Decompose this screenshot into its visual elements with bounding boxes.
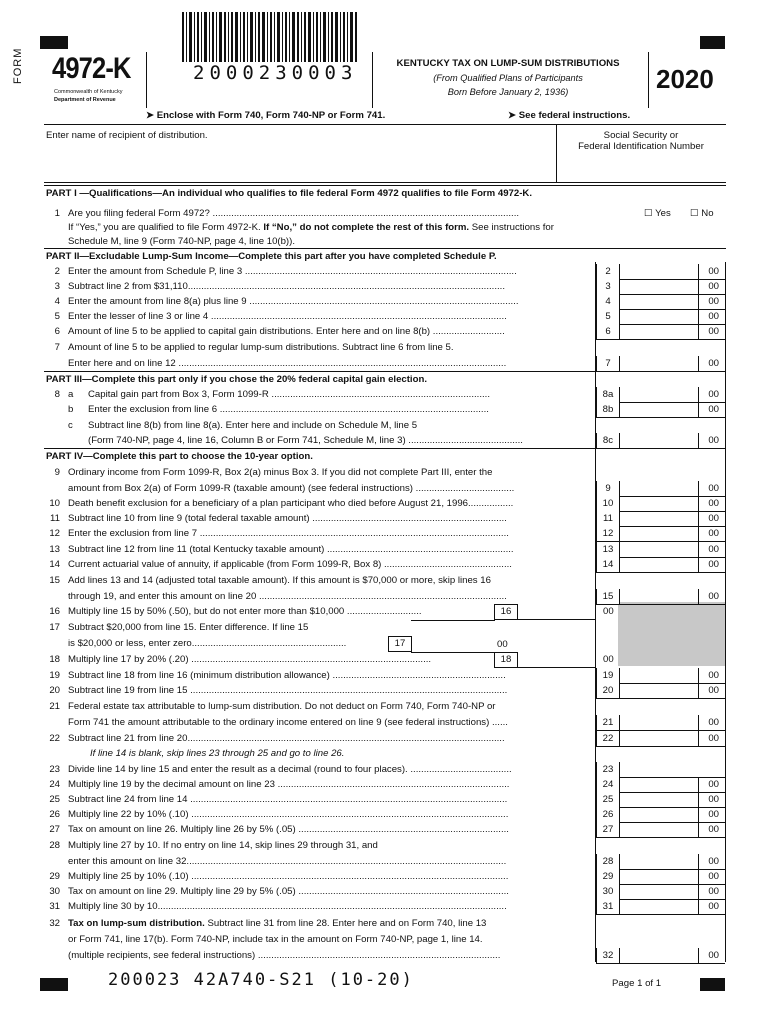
cents-divider [698,807,699,822]
page-number: Page 1 of 1 [612,978,662,989]
line-amount-field[interactable] [618,511,725,527]
line-cents: 00 [708,544,719,555]
line-cents: 00 [708,950,719,961]
line-amount-field[interactable] [618,899,725,915]
line-cents: 00 [708,326,719,337]
form-title: KENTUCKY TAX ON LUMP-SUM DISTRIBUTIONS [396,58,620,69]
line-text: Tax on amount on line 26. Multiply line 26 by 5% (.05) ............................................................................... [68,824,509,835]
cents-divider [698,309,699,324]
line-ref-box: 27 [596,822,620,838]
line-cents: 00 [708,733,719,744]
line-cents: 00 [708,404,719,415]
cents-divider [698,731,699,746]
line-number: 27 [49,824,60,835]
form-number: 4972-K [52,52,131,85]
line-cents: 00 [708,685,719,696]
line-text: Multiply line 19 by the decimal amount on line 23 ....................................................................................... [68,779,510,790]
line-ref-box: 30 [596,884,620,900]
line-text: PART I —Qualifications—An individual who qualifies to file federal Form 4972 qualifies to file Form 4972-K. [46,188,532,199]
line-text: (multiple recipients, see federal instructions) ........................................................................................... [68,950,501,961]
corner-mark-top-left [40,36,68,49]
line-text: Subtract line 8(b) from line 8(a). Enter here and include on Schedule M, line 5 [88,420,418,431]
line-number: 9 [54,467,60,478]
part-divider-rule [44,448,726,449]
line-cents: 00 [708,281,719,292]
cents-divider [698,948,699,963]
line-text: Multiply line 27 by 10. If no entry on line 14, skip lines 29 through 31, and [68,840,378,851]
line-ref-box: 8c [596,433,620,449]
line-16-ref: 16 [500,606,512,617]
line-amount-field[interactable] [618,683,725,699]
line-amount-field[interactable] [618,884,725,900]
line-text: Multiply line 15 by 50% (.50), but do not enter more than $10,000 ............................ [68,606,422,617]
line-ref-box: 32 [596,948,620,964]
line-cents: 00 [708,528,719,539]
part-divider-rule [44,185,726,186]
line-cents: 00 [708,311,719,322]
line-text: Subtract line 18 from line 16 (minimum distribution allowance) ................................................................. [68,670,506,681]
line-amount-field[interactable] [618,731,725,747]
line-ref-box: 11 [596,511,620,527]
line-ref-box: 22 [596,731,620,747]
line-text: Tax on lump-sum distribution. Subtract line 31 from line 28. Enter here and on Form 740, line 13 [68,918,487,929]
line-number: 15 [49,575,60,586]
cents-divider [698,899,699,914]
line-text: Subtract line 10 from line 9 (total federal taxable amount) ......................................................................... [68,513,507,524]
line-17-cents: 00 [497,639,508,650]
line-ref-box: 8a [596,387,620,403]
line-cents: 00 [708,591,719,602]
line-cents: 00 [708,483,719,494]
line-number: 19 [49,670,60,681]
line-text: Ordinary income from Form 1099-R, Box 2(a) minus Box 3. If you did not complete Part III, enter the [68,467,493,478]
recipient-bottom-rule [44,182,726,183]
form-subtitle-2: Born Before January 2, 1936) [447,87,569,97]
line-cents: 00 [708,886,719,897]
line-number: 7 [54,342,60,353]
line-amount-field[interactable] [618,822,725,838]
line-text: Enter the amount from line 8(a) plus line 9 ..................................................................................................... [68,296,519,307]
line-number: 2 [54,266,60,277]
line-amount-field[interactable] [618,762,725,778]
line-amount-field[interactable] [618,279,725,295]
line-text: Multiply line 17 by 20% (.20) .......................................................................................... [68,654,432,665]
cents-divider [698,822,699,837]
line-ref-box: 12 [596,526,620,542]
line-text: Multiply line 22 by 10% (.10) ....................................................................................................................... [68,809,509,820]
line-text: Death benefit exclusion for a beneficiary of a plan participant who died before August 21, 1996................. [68,498,514,509]
line-number: 8 [54,389,60,400]
line-number: 32 [49,918,60,929]
line-ref-box: 9 [596,481,620,497]
line-cents: 00 [708,809,719,820]
no-checkbox[interactable]: ☐ No [690,208,714,219]
footer-form-code: 200023 42A740-S21 (10-20) [108,970,414,990]
line-number: 28 [49,840,60,851]
cents-divider [698,294,699,309]
cents-divider [698,715,699,730]
line-ref-box: 5 [596,309,620,325]
see-instructions: ➤ See federal instructions. [508,110,631,121]
line-number: 26 [49,809,60,820]
line-text: Multiply line 25 by 10% (.10) ....................................................................................................................... [68,871,509,882]
line-text: If line 14 is blank, skip lines 23 through 25 and go to line 26. [90,748,345,759]
enclose-instruction: ➤ Enclose with Form 740, Form 740-NP or Form 741. [146,110,386,121]
line-text: Amount of line 5 to be applied to capital gain distributions. Enter here and on line 8(b) ........................... [68,326,505,337]
line-number: 11 [50,513,60,524]
line-text: Are you filing federal Form 4972? ................................................................................................................... [68,208,520,219]
line-cents: 00 [708,498,719,509]
form-word: FORM [12,47,24,84]
line-cents: 00 [708,559,719,570]
line-text: Current actuarial value of annuity, if applicable (from Form 1099-R, Box 8) ................................................ [68,559,512,570]
line-text: Add lines 13 and 14 (adjusted total taxable amount). If this amount is $70,000 or more, skip lines 16 [68,575,491,586]
line-amount-field[interactable] [618,777,725,793]
agency-line-1: Commonwealth of Kentucky [54,89,123,95]
cents-divider [698,683,699,698]
cents-divider [698,869,699,884]
line-text: PART IV—Complete this part to choose the 10-year option. [46,451,313,462]
header-divider-right [648,52,649,108]
part-divider-rule [44,371,726,372]
line-cents: 00 [708,435,719,446]
line-sub-letter: a [68,389,74,400]
line-cents: 00 [708,824,719,835]
cents-divider [698,854,699,869]
line-ref-box: 6 [596,324,620,340]
line-text: Tax on amount on line 29. Multiply line 29 by 5% (.05) ............................................................................... [68,886,509,897]
cents-divider [698,387,699,402]
line-amount-field[interactable] [618,869,725,885]
cents-divider [698,792,699,807]
line-number: 1 [54,208,60,219]
line-16-amount-field[interactable] [517,604,614,620]
line-16-ref-box [494,604,518,620]
line-text: Divide line 14 by line 15 and enter the result as a decimal (round to four places). ...................................... [68,764,512,775]
recipient-name-field[interactable] [44,142,554,180]
cents-divider [698,264,699,279]
line-18-cents: 00 [603,654,614,665]
line-number: 6 [54,326,60,337]
line-number: 23 [49,764,60,775]
line-ref-box: 13 [596,542,620,558]
line-number: 24 [49,779,60,790]
line-amount-field[interactable] [618,542,725,558]
line-amount-field[interactable] [618,402,725,418]
line-ref-box: 14 [596,557,620,573]
recipient-name-label: Enter name of recipient of distribution. [46,130,208,141]
line-text: Schedule M, line 9 (Form 740-NP, page 4, line 10(b)). [68,236,295,247]
cents-divider [698,356,699,371]
line-ref-box: 24 [596,777,620,793]
line-text: Enter the lesser of line 3 or line 4 ............................................................................................................... [68,311,507,322]
line-number: 3 [54,281,60,292]
line-ref-box: 8b [596,402,620,418]
line-cents: 00 [708,794,719,805]
line-number: 16 [49,606,60,617]
line-text: Form 741 the amount attributable to the ordinary income entered on line 9 (see federal instructions) ...... [68,717,508,728]
line-text: If “Yes,” you are qualified to file Form 4972-K. If “No,” do not complete the rest of this form. See instructions for [68,222,554,233]
form-subtitle-1: (From Qualified Plans of Participants [433,73,583,83]
corner-mark-bottom-right [700,978,725,991]
line-amount-field[interactable] [618,481,725,497]
header-divider-mid [372,52,373,108]
line-18-ref: 18 [500,654,512,665]
cents-divider [698,496,699,511]
line-number: 18 [49,654,60,665]
ssn-label-2: Federal Identification Number [578,141,704,152]
line-text: through 19, and enter this amount on line 20 ............................................................................................. [68,591,507,602]
line-ref-box: 2 [596,264,620,280]
line-cents: 00 [708,670,719,681]
line-amount-field[interactable] [618,387,725,403]
recipient-divider [556,124,557,182]
line-text: or Form 741, line 17(b). Form 740-NP, include tax in the amount on Form 740-NP, page 1, line 14. [68,934,483,945]
line-cents: 00 [708,296,719,307]
cents-divider [698,433,699,448]
cents-divider [698,511,699,526]
line-cents: 00 [708,513,719,524]
line-cents: 00 [708,779,719,790]
line-17-amount-field[interactable] [411,620,508,653]
line-number: 12 [49,528,60,539]
line-text: Amount of line 5 to be applied to regular lump-sum distributions. Subtract line 6 from line 5. [68,342,454,353]
line-number: 29 [49,871,60,882]
line-ref-box: 4 [596,294,620,310]
cents-divider [698,526,699,541]
line-text: Subtract line 12 from line 11 (total Kentucky taxable amount) ...................................................................... [68,544,514,555]
header-divider-left [146,52,147,108]
line-text: Enter here and on line 12 ........................................................................................................................... [68,358,507,369]
line-amount-field[interactable] [618,557,725,573]
line-cents: 00 [708,717,719,728]
agency-line-2: Department of Revenue [54,97,116,103]
line-ref-box: 15 [596,589,620,605]
corner-mark-bottom-left [40,978,68,991]
line-number: 10 [49,498,60,509]
cents-divider [698,279,699,294]
line-amount-field[interactable] [618,356,725,372]
line-cents: 00 [708,389,719,400]
line-ref-box: 28 [596,854,620,870]
line-text: Subtract line 24 from line 14 ....................................................................................................................... [68,794,508,805]
line-text: Enter the amount from Schedule P, line 3 ...................................................................................................... [68,266,517,277]
part-divider-rule [44,248,726,249]
line-number: 31 [49,901,60,912]
line-text: Multiply line 30 by 10................................................................................................................................... [68,901,507,912]
line-text: Capital gain part from Box 3, Form 1099-R .................................................................................. [88,389,490,400]
line-number: 14 [49,559,60,570]
line-amount-field[interactable] [618,294,725,310]
line-amount-field[interactable] [618,264,725,280]
line-amount-field[interactable] [618,854,725,870]
line-amount-field[interactable] [618,526,725,542]
corner-mark-top-right [700,36,725,49]
header-bottom-rule [44,124,726,125]
line-number: 21 [49,701,60,712]
line-ref-box: 7 [596,356,620,372]
line-amount-field[interactable] [618,948,725,964]
shaded-area-lines-16-18 [618,602,725,666]
cents-divider [698,777,699,792]
line-ref-box: 3 [596,279,620,295]
line-ref-box: 31 [596,899,620,915]
line-cents: 00 [708,856,719,867]
line-text: Federal estate tax attributable to lump-sum distribution. Do not deduct on Form 740, Form 740-NP or [68,701,496,712]
line-text: is $20,000 or less, enter zero.......................................................... [68,638,347,649]
line-amount-field[interactable] [618,668,725,684]
line-17-ref-box [388,636,412,652]
yes-checkbox[interactable]: ☐ Yes [644,208,671,219]
line-text: Enter the exclusion from line 6 ..................................................................................................... [88,404,489,415]
line-18-amount-field[interactable] [517,652,614,668]
line-ref-box: 21 [596,715,620,731]
line-cents: 00 [708,358,719,369]
barcode [182,12,358,62]
line-amount-field[interactable] [618,715,725,731]
tax-year: 2020 [656,64,714,94]
line-ref-box: 29 [596,869,620,885]
line-text: Subtract line 19 from line 15 ....................................................................................................................... [68,685,508,696]
line-amount-field[interactable] [618,324,725,340]
line-amount-field[interactable] [618,433,725,449]
amount-column-right [725,262,726,962]
line-number: 22 [49,733,60,744]
cents-divider [698,324,699,339]
line-amount-field[interactable] [618,792,725,808]
line-cents: 00 [708,266,719,277]
line-17-ref: 17 [394,638,406,649]
cents-divider [698,481,699,496]
cents-divider [698,668,699,683]
line-ref-box: 10 [596,496,620,512]
line-number: 5 [54,311,60,322]
line-ref-box: 25 [596,792,620,808]
line-cents: 00 [708,901,719,912]
line-number: 4 [54,296,60,307]
line-text: Enter the exclusion from line 7 .................................................................................................................... [68,528,509,539]
line-ref-box: 20 [596,683,620,699]
line-number: 25 [49,794,60,805]
line-sub-letter: b [68,404,74,415]
line-text: amount from Box 2(a) of Form 1099-R (taxable amount) (see federal instructions) ..................................... [68,483,515,494]
line-number: 13 [49,544,60,555]
line-text: PART III—Complete this part only if you chose the 20% federal capital gain election. [46,374,427,385]
ssn-label-1: Social Security or [603,130,679,141]
ssn-field[interactable] [558,155,724,181]
line-ref-box: 23 [596,762,620,778]
line-text: PART II—Excludable Lump-Sum Income—Complete this part after you have completed Schedule P. [46,251,497,262]
line-amount-field[interactable] [618,309,725,325]
cents-divider [698,402,699,417]
barcode-number: 2000230003 [193,62,358,84]
cents-divider [698,884,699,899]
line-amount-field[interactable] [618,807,725,823]
cents-divider [698,542,699,557]
line-text: Subtract line 2 from $31,110....................................................................................................................... [68,281,506,292]
line-cents: 00 [708,871,719,882]
line-amount-field[interactable] [618,589,725,605]
line-text: Subtract $20,000 from line 15. Enter difference. If line 15 [68,622,309,633]
line-ref-box: 26 [596,807,620,823]
line-sub-letter: c [68,420,73,431]
line-number: 17 [49,622,60,633]
line-16-cents: 00 [603,606,614,617]
inline-column-divider [595,604,596,668]
line-text: (Form 740-NP, page 4, line 16, Column B or Form 741, Schedule M, line 3) ........................................... [88,435,523,446]
line-text: enter this amount on line 32........................................................................................................................ [68,856,507,867]
line-18-ref-box [494,652,518,668]
line-number: 20 [49,685,60,696]
cents-divider [698,589,699,604]
line-amount-field[interactable] [618,496,725,512]
line-number: 30 [49,886,60,897]
line-text: Subtract line 21 from line 20....................................................................................................................... [68,733,505,744]
line-ref-box: 19 [596,668,620,684]
cents-divider [698,557,699,572]
